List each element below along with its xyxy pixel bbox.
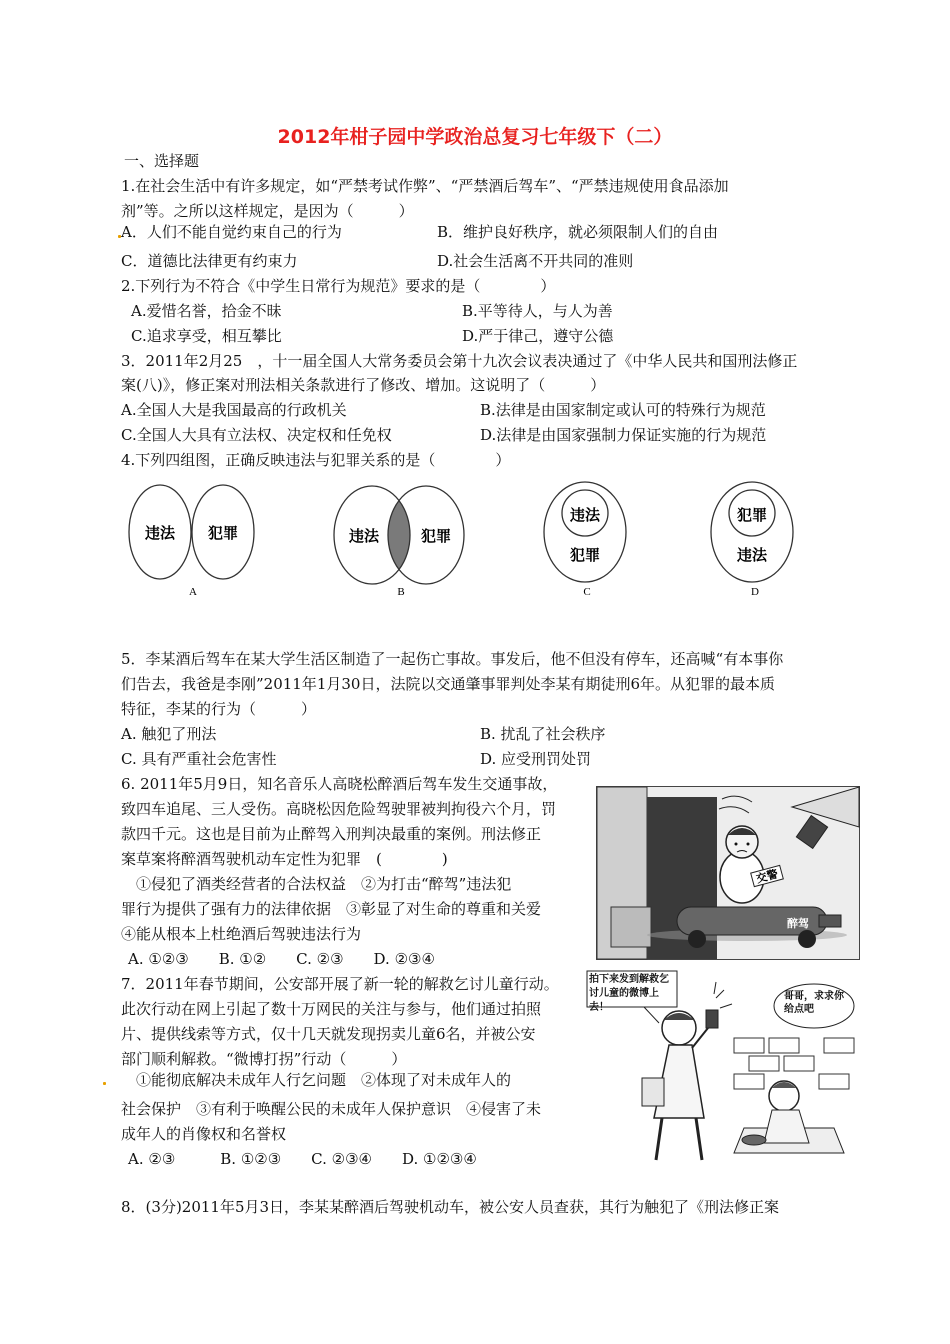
- q1-option-c: C．道德比法律更有约束力: [121, 252, 298, 270]
- q7-stem-line2: 此次行动在网上引起了数十万网民的关注与参与，他们通过拍照: [121, 1000, 542, 1018]
- venn-d-weifa: 违法: [736, 546, 768, 564]
- scan-mark: [103, 1082, 106, 1085]
- q2-option-b: B.平等待人，与人为善: [462, 302, 613, 320]
- venn-d-caption: D: [751, 586, 759, 598]
- q1-option-a: A．人们不能自觉约束自己的行为: [121, 223, 342, 241]
- section-heading: 一、选择题: [124, 152, 200, 170]
- drunk-driving-cartoon: [596, 786, 860, 960]
- q3-option-b: B.法律是由国家制定或认可的特殊行为规范: [480, 401, 766, 419]
- q5-stem-line1: 5．李某酒后驾车在某大学生活区制造了一起伤亡事故。事发后，他不但没有停车，还高喊“有本事你: [121, 650, 784, 668]
- q8-stem-line1: 8．(3分)2011年5月3日，李某某醉酒后驾驶机动车，被公安人员查获，其行为触犯了《刑法修正案: [121, 1198, 780, 1216]
- venn-a-fanzui: 犯罪: [207, 524, 239, 542]
- q5-option-b: B. 扰乱了社会秩序: [480, 725, 606, 743]
- venn-c-fanzui: 犯罪: [569, 546, 601, 564]
- q6-stem-line3: 款四千元。这也是目前为止醉驾入刑判决最重的案例。刑法修正: [121, 825, 542, 843]
- venn-diagram-c: [530, 480, 640, 609]
- q1-stem-line2: 剂”等。之所以这样规定，是因为（ ）: [121, 202, 414, 220]
- q1-stem-line1: 1.在社会生活中有许多规定，如“严禁考试作弊”、“严禁酒后驾车”、“严禁违规使用食品添加: [121, 177, 729, 195]
- q1-option-b: B．维护良好秩序，就必须限制人们的自由: [437, 223, 719, 241]
- q6-stem-line1: 6. 2011年5月9日，知名音乐人高晓松醉酒后驾车发生交通事故，: [121, 775, 558, 793]
- speech-bubble-child: 哥哥，求求你给点吧: [784, 991, 844, 1015]
- q5-stem-line2: 们告去，我爸是李刚”2011年1月30日，法院以交通肇事罪判处李某有期徒刑6年。从犯罪的最本质: [121, 675, 776, 693]
- q5-stem-line3: 特征，李某的行为（ ）: [121, 700, 317, 718]
- venn-b-caption: B: [397, 586, 405, 598]
- q7-stem-line1: 7．2011年春节期间，公安部开展了新一轮的解救乞讨儿童行动。: [121, 975, 559, 993]
- q1-option-d: D.社会生活离不开共同的准则: [437, 252, 634, 270]
- q6-statements-line3: ④能从根本上杜绝酒后驾驶违法行为: [121, 925, 362, 943]
- q6-statements-line1: ①侵犯了酒类经营者的合法权益 ②为打击“醉驾”违法犯: [121, 875, 512, 893]
- venn-diagram-a: [120, 480, 270, 609]
- venn-a-weifa: 违法: [144, 524, 176, 542]
- q2-option-c: C.追求享受，相互攀比: [131, 327, 282, 345]
- cartoon-tag-drunk: 醉驾: [787, 917, 809, 930]
- q4-stem: 4.下列四组图，正确反映违法与犯罪关系的是（ ）: [121, 451, 511, 469]
- q6-stem-line2: 致四车追尾、三人受伤。高晓松因危险驾驶罪被判拘役六个月，罚: [121, 800, 557, 818]
- venn-d-fanzui: 犯罪: [736, 506, 768, 524]
- venn-b-fanzui: 犯罪: [420, 527, 452, 545]
- q7-statements-line1: ①能彻底解决未成年人行乞问题 ②体现了对未成年人的: [121, 1071, 512, 1089]
- venn-c-caption: C: [583, 586, 591, 598]
- venn-c-weifa: 违法: [569, 506, 601, 524]
- q5-option-d: D. 应受刑罚处罚: [480, 750, 592, 768]
- scan-mark: [118, 235, 121, 238]
- speech-bubble-photo: 拍下来发到解救乞讨儿童的微博上去！: [589, 974, 669, 1013]
- venn-a-caption: A: [189, 586, 197, 598]
- q3-stem-line1: 3．2011年2月25 ，十一届全国人大常务委员会第十九次会议表决通过了《中华人民共和国刑法修正: [121, 352, 798, 370]
- venn-diagram-b: [328, 480, 478, 609]
- q7-statements-line2: 社会保护 ③有利于唤醒公民的未成年人保护意识 ④侵害了未: [121, 1100, 542, 1118]
- q7-statements-line3: 成年人的肖像权和名誉权: [121, 1125, 287, 1143]
- page-title: 2012年柑子园中学政治总复习七年级下（二）: [277, 126, 673, 148]
- cartoon-tag-police: 交警: [754, 867, 780, 886]
- q2-stem: 2.下列行为不符合《中学生日常行为规范》要求的是（ ）: [121, 277, 556, 295]
- q6-statements-line2: 罪行为提供了强有力的法律依据 ③彰显了对生命的尊重和关爱: [121, 900, 542, 918]
- q6-stem-line4: 案草案将醉酒驾驶机动车定性为犯罪 ( ): [121, 850, 448, 868]
- q3-option-c: C.全国人大具有立法权、决定权和任免权: [121, 426, 392, 444]
- q5-option-a: A. 触犯了刑法: [121, 725, 217, 743]
- child-begging-cartoon: [584, 968, 861, 1165]
- q7-options: A. ②③ B. ①②③ C. ②③④ D. ①②③④: [128, 1150, 477, 1168]
- venn-b-weifa: 违法: [348, 527, 380, 545]
- q2-option-a: A.爱惜名誉，拾金不昧: [131, 302, 282, 320]
- q6-options: A. ①②③ B. ①② C. ②③ D. ②③④: [128, 950, 435, 968]
- q7-stem-line3: 片、提供线索等方式，仅十几天就发现拐卖儿童6名，并被公安: [121, 1025, 536, 1043]
- venn-diagram-d: [696, 480, 806, 609]
- q3-option-a: A.全国人大是我国最高的行政机关: [121, 401, 347, 419]
- q3-stem-line2: 案(八)》，修正案对刑法相关条款进行了修改、增加。这说明了（ ）: [121, 376, 606, 394]
- q7-stem-line4: 部门顺利解救。“微博打拐”行动（ ）: [121, 1050, 407, 1068]
- q2-option-d: D.严于律己，遵守公德: [462, 327, 614, 345]
- q5-option-c: C. 具有严重社会危害性: [121, 750, 277, 768]
- q3-option-d: D.法律是由国家强制力保证实施的行为规范: [480, 426, 767, 444]
